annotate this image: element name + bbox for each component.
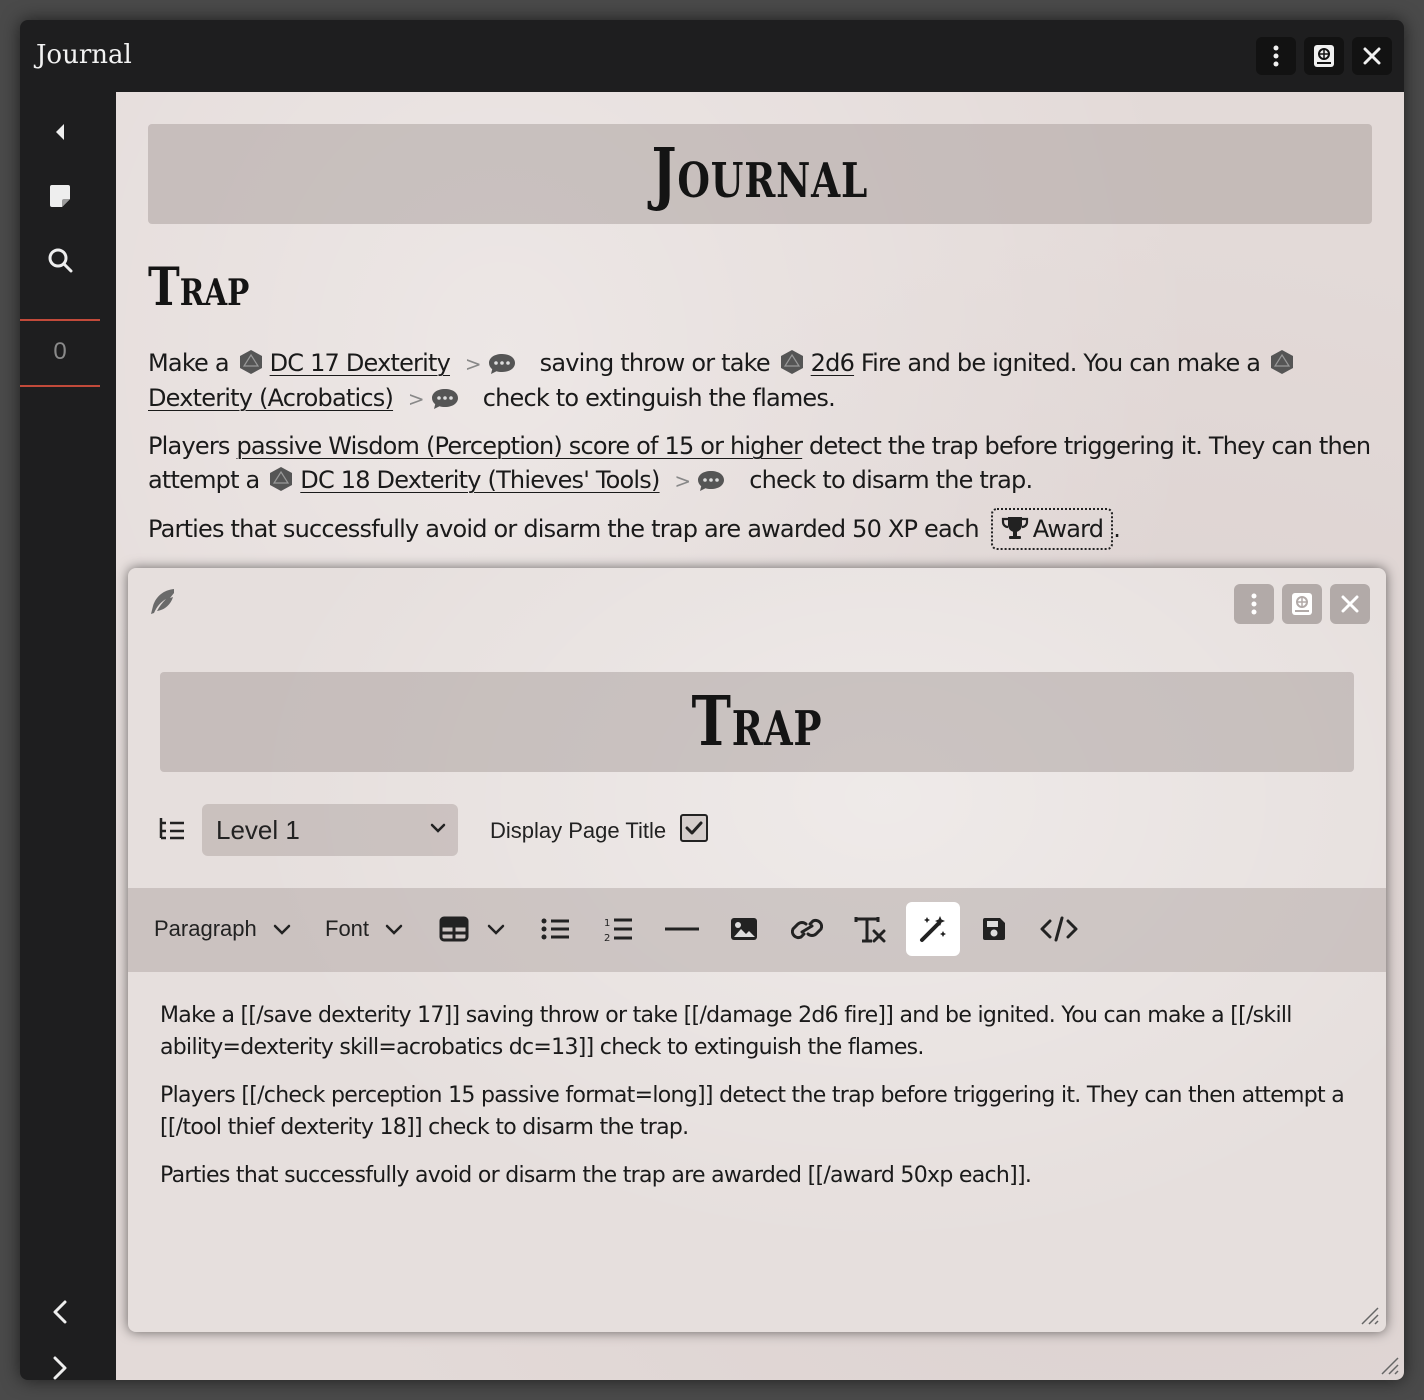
save-icon — [981, 916, 1007, 942]
journal-page — [116, 92, 1404, 1380]
chat-bubble-icon[interactable] — [696, 469, 726, 493]
close-button[interactable] — [1352, 37, 1392, 75]
editor-journal-button[interactable] — [1282, 584, 1322, 624]
paragraph-dropdown[interactable] — [154, 902, 291, 956]
resize-handle-icon[interactable] — [1378, 1354, 1400, 1376]
text: saving throw or take — [539, 349, 770, 377]
chevron-right-icon: > — [407, 387, 424, 411]
menu-icon — [1273, 45, 1279, 67]
paragraph-3 — [148, 508, 1378, 550]
close-icon — [1363, 47, 1381, 65]
svg-text:1: 1 — [604, 918, 611, 929]
editor-banner — [160, 672, 1354, 772]
editor-page-title[interactable]: Trap — [691, 682, 823, 762]
paragraph-2 — [148, 429, 1378, 498]
clear-formatting-button[interactable] — [852, 902, 888, 956]
journal-book-button[interactable] — [1304, 37, 1344, 75]
font-dropdown[interactable] — [325, 902, 403, 956]
text: Parties that successfully avoid or disarm the trap are awarded 50 XP each — [148, 515, 979, 543]
journal-window — [20, 20, 1404, 1380]
display-page-title-label: Display Page Title — [490, 818, 667, 843]
sidebar — [20, 92, 116, 1380]
display-page-title-checkbox[interactable] — [680, 814, 708, 842]
notes-button[interactable] — [40, 176, 80, 216]
d20-icon — [238, 349, 264, 375]
horizontal-rule-button[interactable] — [664, 902, 700, 956]
award-button[interactable] — [991, 508, 1113, 550]
chevron-down-icon — [430, 822, 446, 834]
chevron-down-icon — [273, 923, 291, 935]
chat-bubble-icon[interactable] — [487, 352, 517, 376]
text: check to extinguish the flames. — [482, 384, 835, 412]
source-code-icon — [1040, 916, 1078, 942]
d20-icon — [1269, 349, 1295, 375]
save-roll-link[interactable]: DC 17 Dexterity — [269, 349, 450, 377]
menu-icon — [1251, 593, 1257, 615]
text: Fire and be ignited. You can make a — [860, 349, 1261, 377]
editor-paragraph: Parties that successfully avoid or disarm the trap are awarded [[/award 50xp each]]. — [160, 1163, 1032, 1188]
editor-toolbar — [128, 888, 1386, 972]
font-label: Font — [325, 916, 370, 941]
collapse-left-icon — [54, 123, 66, 141]
trophy-icon — [1001, 515, 1029, 541]
collapse-sidebar-button[interactable] — [40, 112, 80, 152]
next-page-button[interactable] — [40, 1348, 80, 1380]
table-dropdown[interactable] — [439, 902, 505, 956]
resize-handle-icon[interactable] — [1358, 1304, 1380, 1326]
numbered-list-button[interactable] — [604, 902, 634, 956]
editor-menu-button[interactable] — [1234, 584, 1274, 624]
quill-icon — [146, 586, 178, 618]
link-icon — [790, 917, 824, 941]
previous-page-button[interactable] — [40, 1292, 80, 1332]
award-label: Award — [1032, 515, 1104, 543]
heading-level-select[interactable] — [202, 804, 458, 856]
page-options-row — [158, 804, 1348, 856]
damage-roll-link[interactable]: 2d6 — [810, 349, 855, 377]
horizontal-rule-icon — [664, 926, 700, 932]
paragraph-1 — [148, 346, 1378, 416]
link-button[interactable] — [790, 902, 824, 956]
editor-content[interactable] — [160, 1000, 1360, 1208]
sticky-note-icon — [48, 184, 72, 208]
chevron-down-icon — [385, 923, 403, 935]
paragraph-label: Paragraph — [154, 916, 257, 941]
chevron-right-icon: > — [674, 469, 691, 493]
skill-roll-link[interactable]: Dexterity (Acrobatics) — [148, 384, 394, 412]
sidebar-divider — [20, 385, 100, 387]
page-editor — [128, 568, 1386, 1332]
image-button[interactable] — [729, 902, 759, 956]
chevron-right-icon: > — [464, 352, 481, 376]
chevron-down-icon — [487, 923, 505, 935]
page-count: 0 — [53, 338, 67, 365]
enricher-button[interactable] — [906, 902, 960, 956]
journal-book-icon — [1291, 592, 1313, 616]
heading-level-icon — [158, 816, 186, 842]
close-icon — [1341, 595, 1359, 613]
numbered-list-icon — [604, 915, 634, 943]
journal-banner — [148, 124, 1372, 224]
previous-page-icon — [53, 1300, 67, 1324]
tool-roll-link[interactable]: DC 18 Dexterity (Thieves' Tools) — [300, 466, 660, 494]
text: Players — [148, 432, 230, 460]
text: detect the trap before triggering it. They can then attempt a — [148, 432, 1371, 494]
d20-icon — [779, 349, 805, 375]
journal-book-icon — [1313, 44, 1335, 68]
editor-paragraph: Players [[/check perception 15 passive format=long]] detect the trap before triggering it. They can then attempt a [[/tool thief dexterity 18]] check to disarm the trap. — [160, 1083, 1345, 1140]
check-roll-link[interactable]: passive Wisdom (Perception) score of 15 or higher — [236, 432, 803, 460]
text: Make a — [148, 349, 229, 377]
enricher-wand-icon — [918, 914, 948, 944]
editor-close-button[interactable] — [1330, 584, 1370, 624]
page-title: Trap — [148, 257, 250, 318]
sidebar-divider — [20, 319, 100, 321]
svg-text:2: 2 — [604, 933, 611, 943]
bullet-list-button[interactable] — [541, 902, 571, 956]
journal-heading: Journal — [651, 134, 869, 214]
save-button[interactable] — [981, 902, 1007, 956]
window-title: Journal — [36, 40, 132, 70]
text: . — [1113, 515, 1121, 543]
table-icon — [439, 916, 469, 942]
next-page-icon — [53, 1356, 67, 1380]
search-icon — [47, 247, 73, 273]
window-titlebar[interactable] — [20, 20, 1404, 92]
text: check to disarm the trap. — [749, 466, 1033, 494]
editor-paragraph: Make a [[/save dexterity 17]] saving throw or take [[/damage 2d6 fire]] and be ignited. You can make a [[/skill ability=dexterity skill=acrobatics dc=13]] check to extinguish the flames. — [160, 1003, 1292, 1060]
bullet-list-icon — [541, 917, 571, 941]
clear-formatting-icon — [852, 915, 888, 943]
d20-icon — [268, 466, 294, 492]
search-button[interactable] — [40, 240, 80, 280]
heading-level-value: Level 1 — [216, 815, 300, 845]
checkmark-icon — [685, 821, 703, 835]
menu-button[interactable] — [1256, 37, 1296, 75]
source-code-button[interactable] — [1040, 902, 1078, 956]
image-icon — [729, 916, 759, 942]
chat-bubble-icon[interactable] — [430, 387, 460, 411]
